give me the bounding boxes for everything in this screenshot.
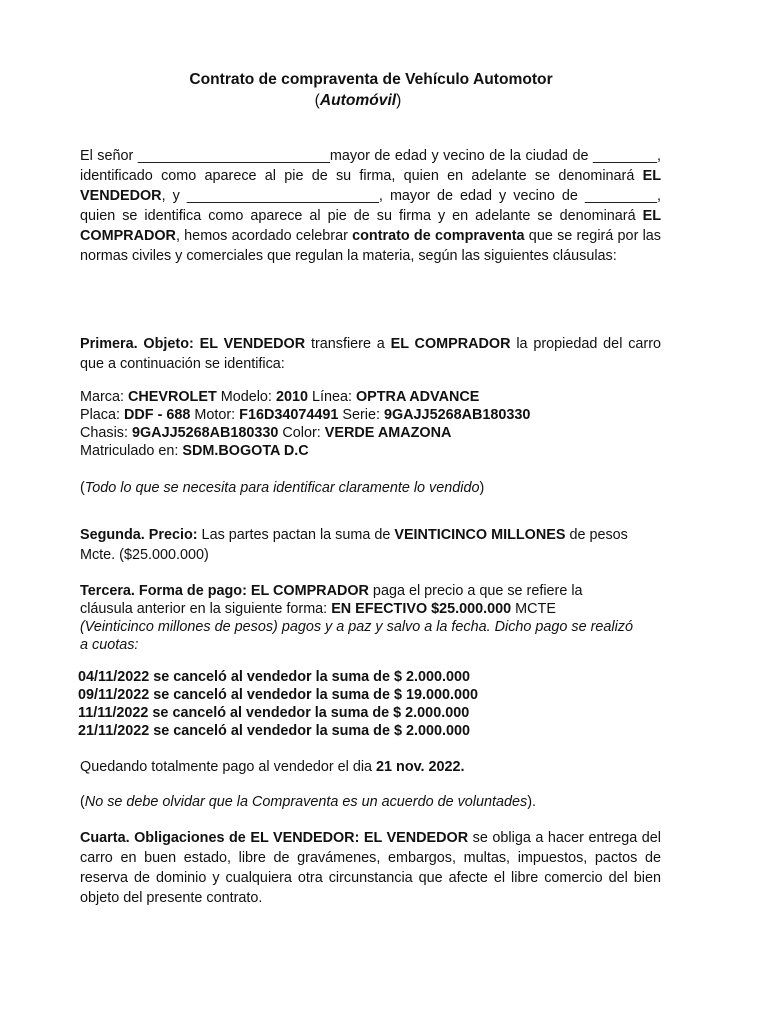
segunda-text-2: de pesos: [565, 527, 628, 543]
tercera-comprador: EL COMPRADOR: [250, 583, 369, 599]
placa-label: Placa:: [80, 407, 124, 423]
color-label: Color:: [278, 425, 325, 441]
segunda-text-1: Las partes pactan la suma de: [197, 527, 395, 543]
serie-value: 9GAJJ5268AB180330: [383, 407, 531, 423]
clause-cuarta: [80, 828, 661, 908]
vehicle-details: [80, 388, 661, 460]
tercera-text-3: MCTE: [511, 601, 556, 617]
primera-text-1: transfiere a: [305, 336, 391, 352]
chasis-label: Chasis:: [80, 425, 132, 441]
quedando-text: Quedando totalmente pago al vendedor el dia: [80, 759, 377, 775]
matriculado-label: Matriculado en:: [80, 443, 183, 459]
intro-comprador: EL COMPRADOR: [80, 208, 661, 244]
payment-row: 09/11/2022 se canceló al vendedor la suma de $ 19.000.000: [78, 687, 479, 703]
primera-comprador: EL COMPRADOR: [390, 336, 511, 352]
vehicle-line-placa: [80, 406, 661, 424]
placa-value: DDF - 688: [124, 407, 191, 423]
primera-vendedor: EL VENDEDOR: [199, 336, 306, 352]
tercera-italic-2: a cuotas:: [80, 637, 139, 653]
document-subtitle: (Automóvil): [314, 92, 402, 109]
color-value: VERDE AMAZONA: [324, 425, 452, 441]
modelo-label: Modelo:: [216, 389, 276, 405]
vehicle-line-marca: [80, 388, 661, 406]
vehicle-line-chasis: [80, 424, 661, 442]
document-title: Contrato de compraventa de Vehículo Automotor: [189, 71, 553, 88]
intro-vendedor: EL VENDEDOR: [80, 168, 661, 204]
primera-heading: Primera. Objeto:: [80, 336, 194, 352]
matriculado-value: SDM.BOGOTA D.C: [182, 443, 309, 459]
payment-row: 04/11/2022 se canceló al vendedor la suma de $ 2.000.000: [78, 669, 470, 685]
motor-label: Motor:: [190, 407, 240, 423]
vehicle-line-matricula: [80, 442, 661, 460]
intro-text-1: El señor ________________________mayor de edad y vecino de la ciudad de ________, identificado como aparece al pie de su firma, quien en adelante se denominará: [80, 148, 661, 184]
clause-tercera: [80, 582, 661, 654]
chasis-value: 9GAJJ5268AB180330: [131, 425, 279, 441]
intro-contrato: contrato de compraventa: [352, 228, 525, 244]
tercera-heading: Tercera. Forma de pago:: [80, 583, 247, 599]
tercera-efectivo: EN EFECTIVO $25.000.000: [331, 601, 512, 617]
intro-text-3: , hemos acordado celebrar: [175, 228, 353, 244]
quedando-line: [80, 758, 661, 776]
subtitle-text: Automóvil: [319, 92, 397, 109]
clause-primera: [80, 334, 661, 374]
cuarta-heading: Cuarta. Obligaciones de EL VENDEDOR: EL VENDEDOR: [80, 830, 469, 846]
payment-row: 11/11/2022 se canceló al vendedor la suma de $ 2.000.000: [78, 705, 470, 721]
segunda-line-1: [80, 526, 661, 544]
intro-text-2: , y ________________________, mayor de edad y vecino de _________, quien se identifica como aparece al pie de su firma y en adelante se denominará: [80, 188, 661, 224]
note-voluntades: (No se debe olvidar que la Compraventa es un acuerdo de voluntades).: [80, 794, 536, 810]
intro-text-4: que se regirá por las normas civiles y comerciales que regulan la materia, según las siguientes cláusulas:: [80, 228, 661, 264]
segunda-line-2: Mcte. ($25.000.000): [80, 547, 209, 563]
segunda-suma: VEINTICINCO MILLONES: [394, 527, 566, 543]
note-voluntades-text: No se debe olvidar que la Compraventa es un acuerdo de voluntades: [84, 794, 528, 810]
cuarta-text: se obliga a hacer entrega del carro en buen estado, libre de gravámenes, embargos, multas, impuestos, pactos de reserva de dominio y cualquiera otra circunstancia que afecte el libre comercio del bien objeto del presente contrato.: [80, 830, 661, 906]
segunda-heading: Segunda. Precio:: [80, 527, 198, 543]
payment-row: 21/11/2022 se canceló al vendedor la suma de $ 2.000.000: [78, 723, 470, 739]
serie-label: Serie:: [338, 407, 384, 423]
tercera-line-2: [80, 600, 661, 618]
primera-text-2: la propiedad del carro que a continuación se identifica:: [80, 336, 661, 372]
intro-paragraph: [80, 146, 661, 266]
tercera-line-1: [80, 582, 661, 600]
tercera-text-1: paga el precio a que se refiere la: [368, 583, 583, 599]
note-identificar: (Todo lo que se necesita para identificar claramente lo vendido): [80, 480, 485, 496]
tercera-italic-1: (Veinticinco millones de pesos) pagos y a paz y salvo a la fecha. Dicho pago se realizó: [80, 619, 634, 635]
linea-label: Línea:: [307, 389, 356, 405]
modelo-value: 2010: [275, 389, 308, 405]
quedando-date: 21 nov. 2022.: [376, 759, 465, 775]
marca-value: CHEVROLET: [127, 389, 217, 405]
motor-value: F16D34074491: [239, 407, 339, 423]
marca-label: Marca:: [80, 389, 128, 405]
tercera-text-2: cláusula anterior en la siguiente forma:: [80, 601, 332, 617]
linea-value: OPTRA ADVANCE: [355, 389, 480, 405]
note-identificar-text: Todo lo que se necesita para identificar claramente lo vendido: [84, 480, 480, 496]
clause-segunda: [80, 526, 661, 564]
